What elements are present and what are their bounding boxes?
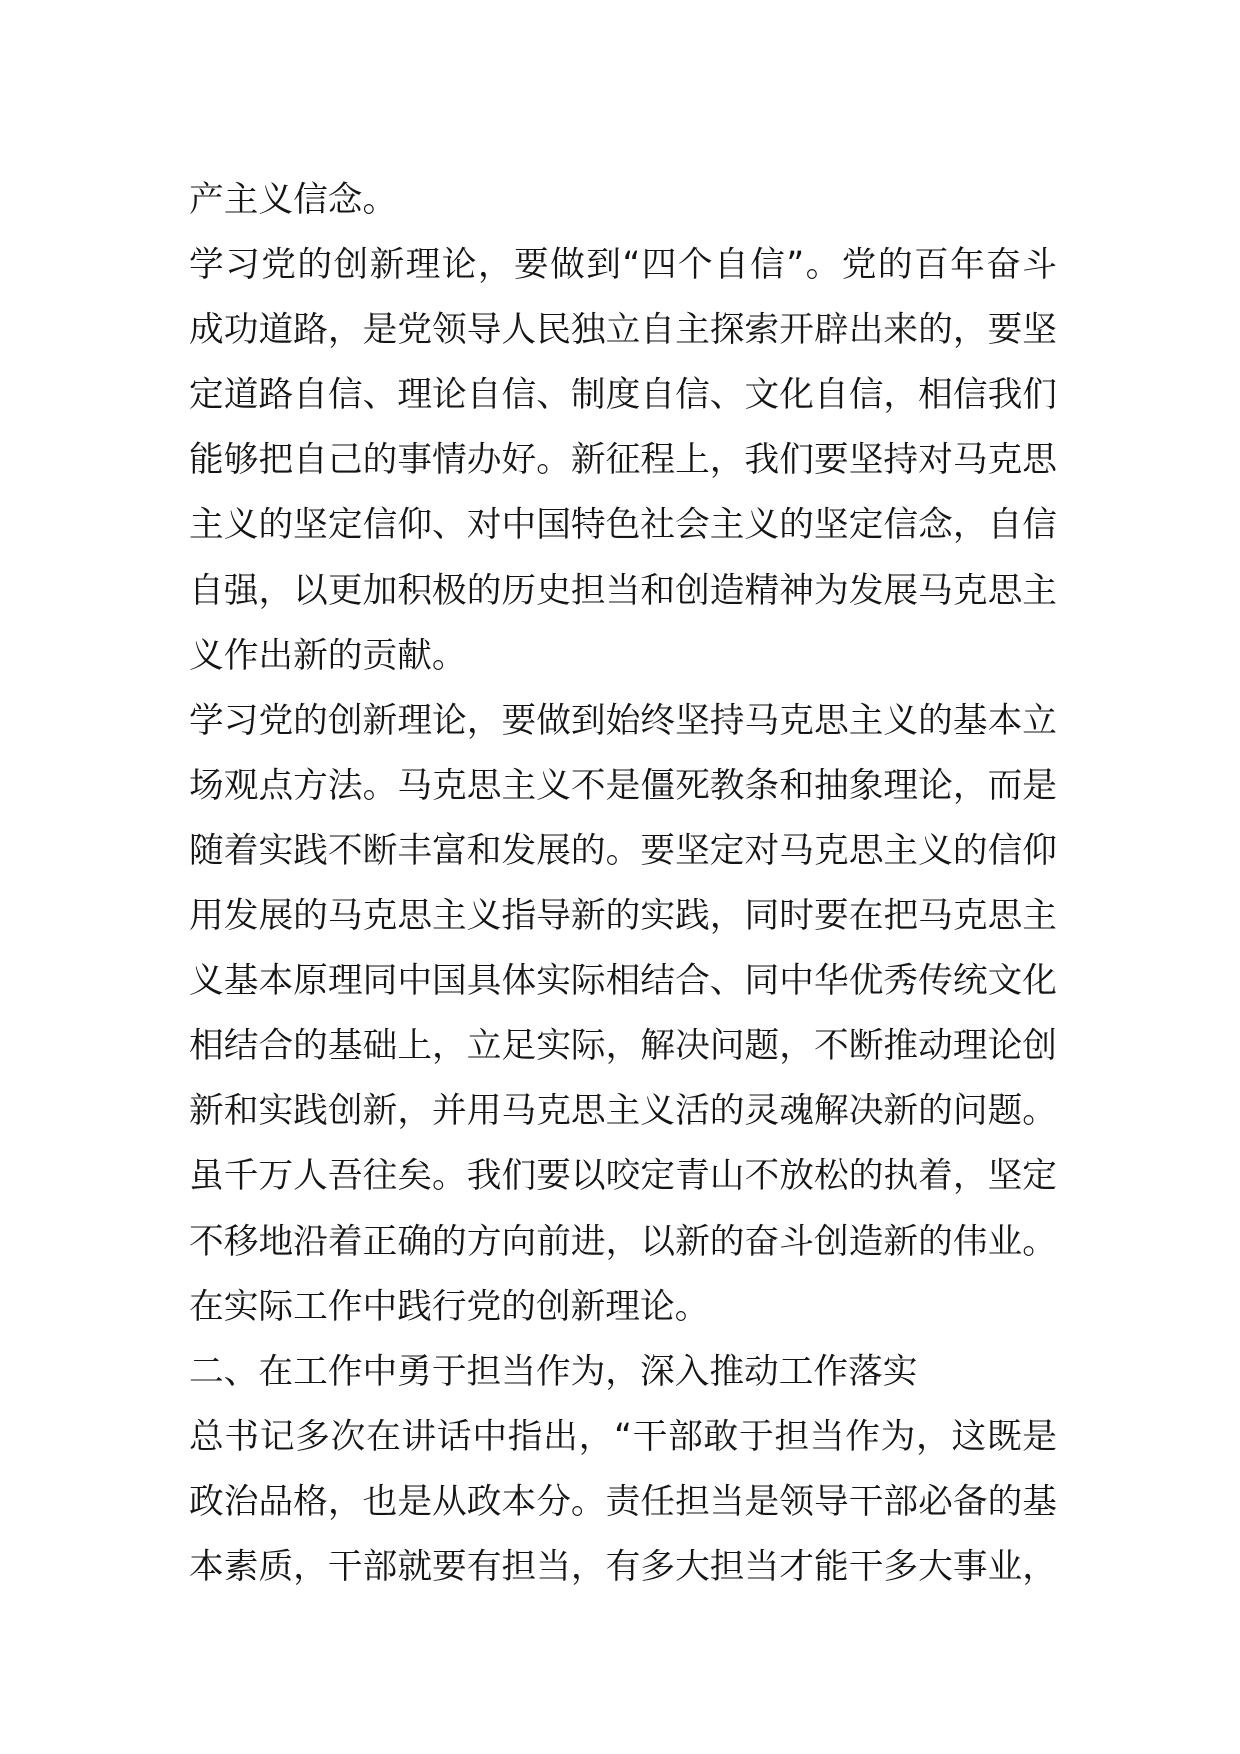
text-line: 随着实践不断丰富和发展的。要坚定对马克思主义的信仰 [189,830,1057,871]
text-line: 新和实践创新，并用马克思主义活的灵魂解决新的问题。 [189,1091,1057,1132]
text-line: 产主义信念。 [189,180,398,220]
text-line: 成功道路，是党领导人民独立自主探索开辟出来的，要坚 [189,310,1057,351]
text-line: 义基本原理同中国具体实际相结合、同中华优秀传统文化 [189,961,1057,1002]
text-line: 自强，以更加积极的历史担当和创造精神为发展马克思主 [189,570,1057,611]
text-line: 能够把自己的事情办好。新征程上，我们要坚持对马克思 [189,440,1057,481]
text-line: 用发展的马克思主义指导新的实践，同时要在把马克思主 [189,896,1057,937]
text-line: 政治品格，也是从政本分。责任担当是领导干部必备的基 [189,1481,1057,1522]
paragraph [189,233,1057,689]
text-line: 定道路自信、理论自信、制度自信、文化自信，相信我们 [189,375,1057,416]
text-line: 在实际工作中践行党的创新理论。 [189,1286,710,1327]
text-line: 学习党的创新理论，要做到始终坚持马克思主义的基本立 [189,700,1057,741]
paragraph [189,1275,1057,1340]
document-page [189,168,1057,1600]
text-line: 虽千万人吾往矣。我们要以咬定青山不放松的执着，坚定 [189,1156,1057,1197]
paragraph [189,689,1057,1145]
text-line: 不移地沿着正确的方向前进，以新的奋斗创造新的伟业。 [189,1221,1057,1262]
paragraph [189,1144,1057,1274]
section-heading [189,1340,1057,1405]
paragraph [189,168,1057,233]
text-line: 学习党的创新理论，要做到“四个自信”。党的百年奋斗 [189,245,1057,286]
text-line: 本素质，干部就要有担当，有多大担当才能干多大事业， [189,1546,1057,1587]
text-line: 总书记多次在讲话中指出，“干部敢于担当作为，这既是 [189,1416,1057,1457]
text-line: 相结合的基础上，立足实际，解决问题，不断推动理论创 [189,1026,1057,1067]
text-line: 主义的坚定信仰、对中国特色社会主义的坚定信念，自信 [189,505,1057,546]
text-line: 场观点方法。马克思主义不是僵死教条和抽象理论，而是 [189,765,1057,806]
heading-text: 二、在工作中勇于担当作为，深入推动工作落实 [189,1351,918,1392]
text-line: 义作出新的贡献。 [189,635,467,676]
paragraph [189,1405,1057,1600]
